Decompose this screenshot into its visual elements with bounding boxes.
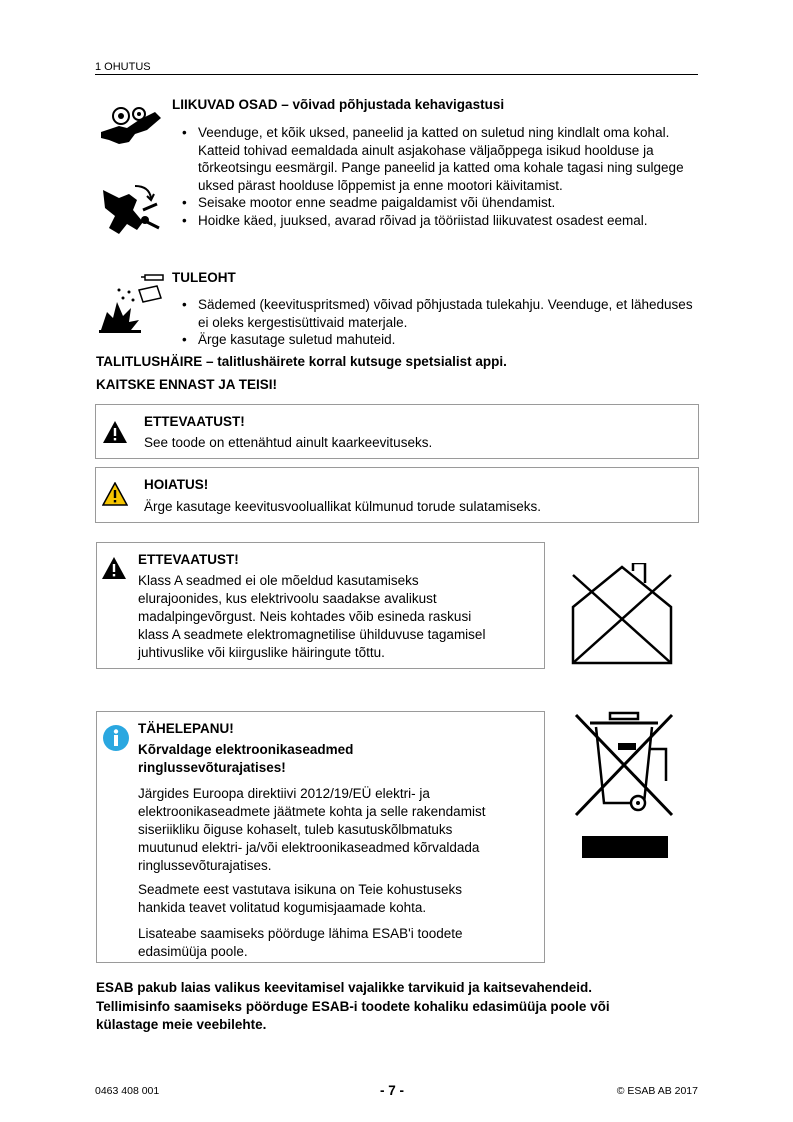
text-line: ringlussevõturajatises! <box>138 760 286 775</box>
caution-title: ETTEVAATUST! <box>138 552 239 567</box>
text-line: siseriikliku õiguse kohaselt, tuleb kasutuskõlbmatuks <box>138 822 453 837</box>
caution-text: See toode on ettenähtud ainult kaarkeevituseks. <box>144 435 433 450</box>
warning-triangle-icon <box>102 482 128 506</box>
text-line: Järgides Euroopa direktiivi 2012/19/EÜ elektri- ja <box>138 786 430 801</box>
moving-parts-fan-icon <box>99 180 161 242</box>
text-line: klass A seadmete elektromagnetilise ühilduvuse tagamisel <box>138 627 486 642</box>
list-item: • Sädemed (keevituspritsmed) võivad põhjustada tulekahju. Veenduge, et läheduses ei oleks kergestisüttivaid materjale. <box>177 296 697 331</box>
text-line: muutunud elektri- ja/või elektroonikaseadmed kõrvaldada <box>138 840 480 855</box>
text-line: Tellimisinfo saamiseks pöörduge ESAB-i toodete kohaliku edasimüüja poole või <box>96 998 610 1014</box>
malfunction-line: TALITLUSHÄIRE – talitlushäirete korral kutsuge spetsialist appi. <box>96 354 507 369</box>
no-residential-use-icon <box>565 563 679 667</box>
list-item: • Hoidke käed, juuksed, avarad rõivad ja tööriistad liikuvatest osadest eemal. <box>177 212 697 230</box>
warning-text: Ärge kasutage keevitusvooluallikat külmunud torude sulatamiseks. <box>144 499 541 514</box>
text-line: madalpingevõrgust. Neis kohtades võib esineda raskusi <box>138 609 472 624</box>
crossed-bin-icon <box>572 711 676 859</box>
fire-title: TULEOHT <box>172 270 236 285</box>
list-item: • Seisake mootor enne seadme paigaldamist või ühendamist. <box>177 194 697 212</box>
moving-parts-list <box>177 124 697 229</box>
notice-title: TÄHELEPANU! <box>138 721 234 736</box>
weee-notice-box <box>96 711 545 963</box>
emc-caution-box <box>96 542 545 669</box>
notice-subtitle <box>138 741 353 777</box>
notice-paragraph <box>138 925 463 961</box>
fire-list <box>177 296 697 349</box>
text-line: Klass A seadmed ei ole mõeldud kasutamiseks <box>138 573 419 588</box>
caution-triangle-icon <box>102 420 128 444</box>
section-header-label: 1 OHUTUS <box>95 61 151 73</box>
info-icon <box>102 724 130 752</box>
list-item: • Veenduge, et kõik uksed, paneelid ja katted on suletud ning kindlalt oma kohal. Katteid tohivad eemaldada ainult asjakohase väljaõppega isikud hoolduse ja tõrkeotsingu eesmärgil. Pange paneelid ja katted oma kohale tagasi ning sulgege uksed pärast hoolduse lõppemist ja enne mootori käivitamist. <box>177 124 697 194</box>
warning-title: HOIATUS! <box>144 477 209 492</box>
notice-paragraph <box>138 881 462 917</box>
caution-box <box>95 404 699 459</box>
list-item: • Ärge kasutage suletud mahuteid. <box>177 331 697 349</box>
fire-hazard-icon <box>99 272 167 334</box>
text-line: juhtivuslike või kiirguslike häiringute tõttu. <box>138 645 385 660</box>
caution-title: ETTEVAATUST! <box>144 414 245 429</box>
moving-parts-hand-icon <box>99 104 165 150</box>
emc-caution-text <box>138 572 543 662</box>
text-line: elurajoonides, kus elektrivoolu saadakse avalikust <box>138 591 437 606</box>
text-line: hankida teavet volitatud kogumisjaamade kohta. <box>138 900 427 915</box>
copyright: © ESAB AB 2017 <box>616 1085 698 1097</box>
moving-parts-title: LIIKUVAD OSAD – võivad põhjustada kehavigastusi <box>172 97 505 112</box>
text-line: Kõrvaldage elektroonikaseadmed <box>138 742 354 757</box>
doc-number: 0463 408 001 <box>95 1085 160 1097</box>
closing-paragraph <box>96 979 610 1035</box>
text-line: Seadmete eest vastutava isikuna on Teie kohustuseks <box>138 882 462 897</box>
notice-paragraph <box>138 785 485 875</box>
protect-line: KAITSKE ENNAST JA TEISI! <box>96 377 278 392</box>
text-line: edasimüüja poole. <box>138 944 248 959</box>
text-line: ESAB pakub laias valikus keevitamisel vajalikke tarvikuid ja kaitsevahendeid. <box>96 980 593 995</box>
warning-box <box>95 467 699 523</box>
text-line: Lisateabe saamiseks pöörduge lähima ESAB'i toodete <box>138 926 463 941</box>
caution-triangle-icon <box>101 556 127 580</box>
text-line: ringlussevõturajatises. <box>138 858 272 873</box>
text-line: külastage meie veebilehte. <box>96 1017 267 1032</box>
page-number: - 7 - <box>380 1083 405 1098</box>
section-header <box>95 61 698 75</box>
text-line: elektroonikaseadmete jäätmete kohta ja selle rakendamist <box>138 804 486 819</box>
